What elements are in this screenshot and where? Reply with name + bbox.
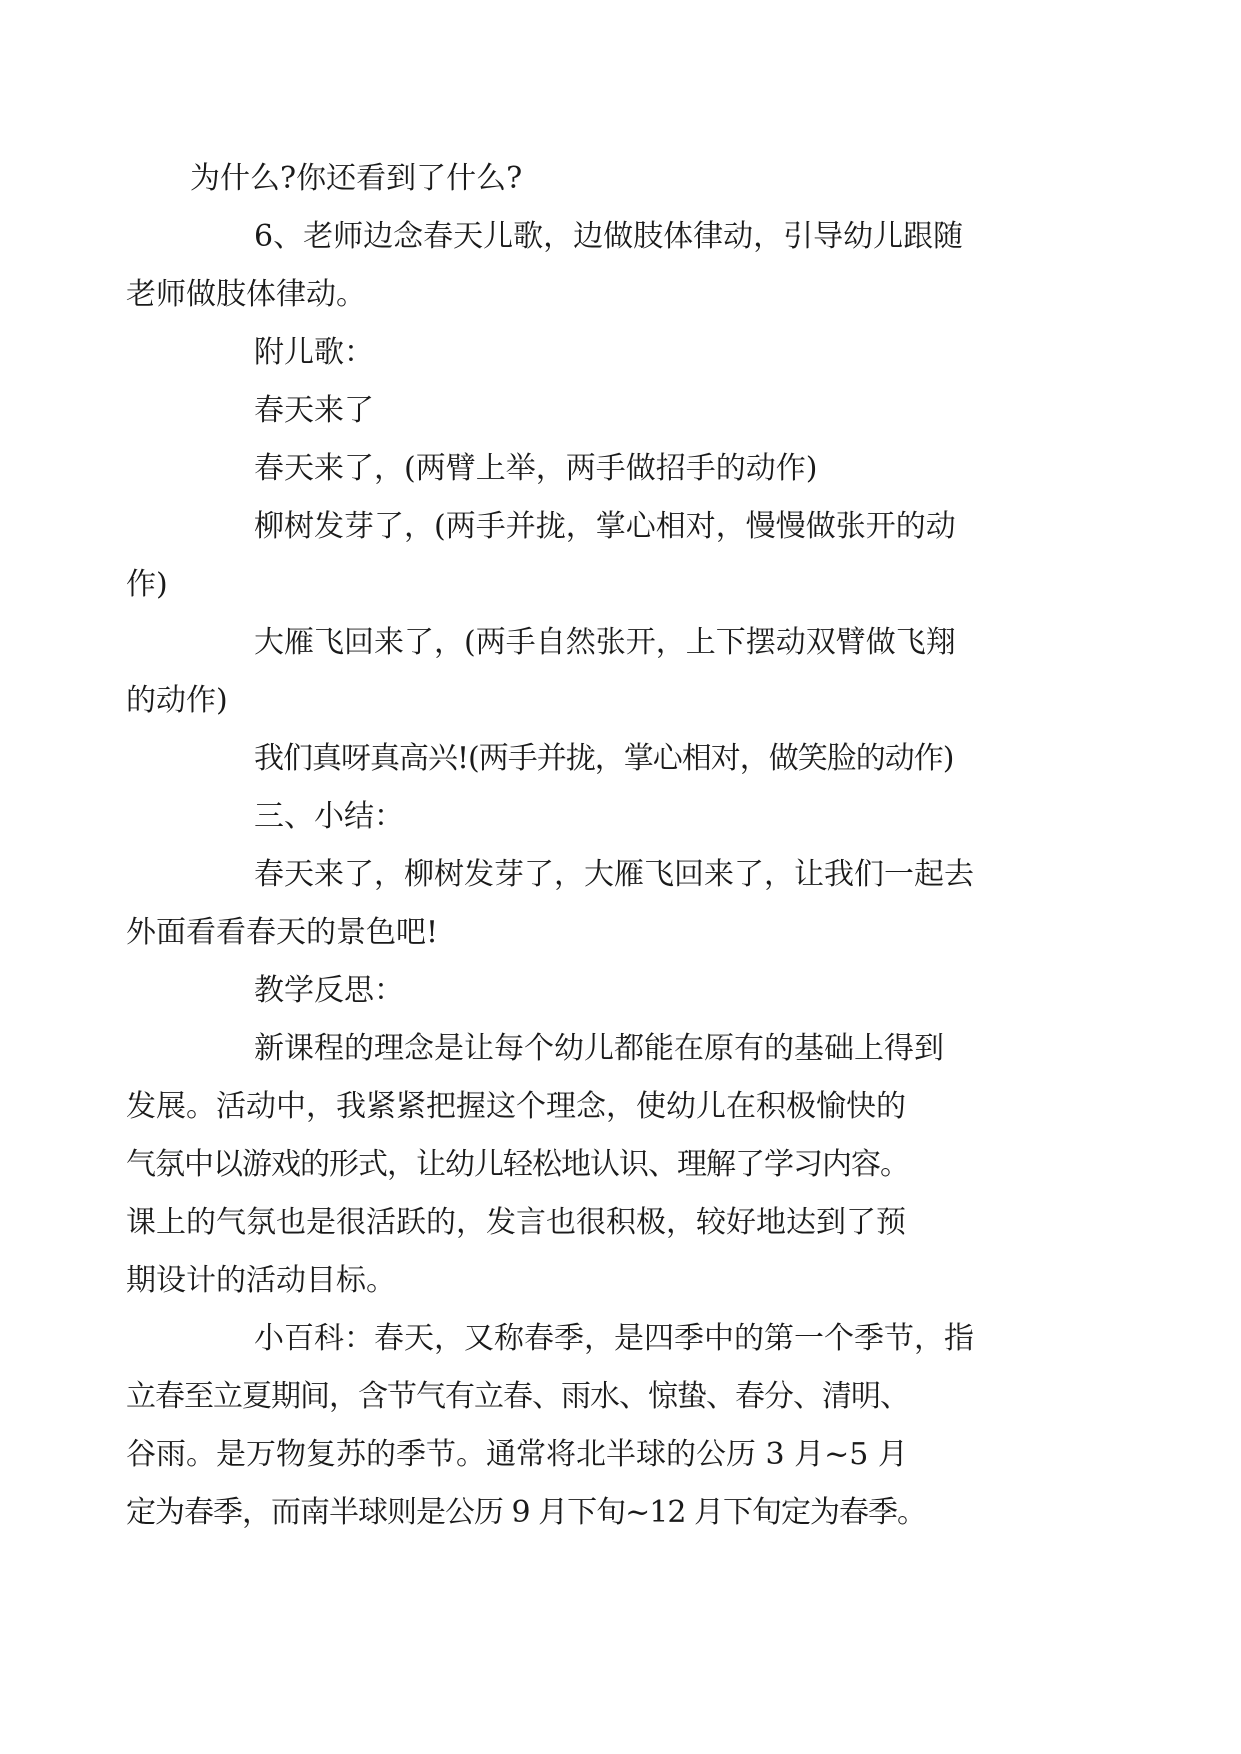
text-line: 附儿歌： bbox=[254, 335, 374, 370]
paragraph-summary bbox=[126, 846, 1056, 962]
paragraph-song-line-2 bbox=[126, 498, 1056, 614]
text-line: 作) bbox=[126, 567, 168, 602]
text-line: 三、小结： bbox=[254, 799, 404, 834]
text-line: 柳树发芽了，(两手并拢，掌心相对，慢慢做张开的动 bbox=[254, 509, 956, 544]
text-line: 外面看看春天的景色吧! bbox=[126, 915, 439, 950]
text-line: 春天来了 bbox=[254, 393, 374, 428]
text-line: 发展。活动中，我紧紧把握这个理念，使幼儿在积极愉快的 bbox=[126, 1089, 906, 1124]
paragraph-reflection-heading bbox=[190, 962, 1056, 1020]
paragraph-summary-heading bbox=[190, 788, 1056, 846]
text-line: 气氛中以游戏的形式，让幼儿轻松地认识、理解了学习内容。 bbox=[126, 1147, 909, 1182]
text-line: 6、老师边念春天儿歌，边做肢体律动，引导幼儿跟随 bbox=[254, 219, 964, 254]
paragraph-song-line-3 bbox=[126, 614, 1056, 730]
text-line: 春天来了，(两臂上举，两手做招手的动作) bbox=[254, 451, 818, 486]
text-line: 小百科：春天，又称春季，是四季中的第一个季节，指 bbox=[254, 1321, 974, 1356]
text-line: 教学反思： bbox=[254, 973, 404, 1008]
paragraph-encyclopedia bbox=[126, 1310, 1056, 1542]
text-line: 新课程的理念是让每个幼儿都能在原有的基础上得到 bbox=[254, 1031, 944, 1066]
text-line: 定为春季，而南半球则是公历 9 月下旬~12 月下旬定为春季。 bbox=[126, 1495, 927, 1530]
text-line: 为什么?你还看到了什么? bbox=[190, 161, 523, 196]
paragraph-question bbox=[190, 150, 1056, 208]
document-body bbox=[126, 150, 1056, 1542]
text-line: 老师做肢体律动。 bbox=[126, 277, 366, 312]
text-line: 谷雨。是万物复苏的季节。通常将北半球的公历 3 月~5 月 bbox=[126, 1437, 908, 1472]
paragraph-song-line-1 bbox=[190, 440, 1056, 498]
text-line: 春天来了，柳树发芽了，大雁飞回来了，让我们一起去 bbox=[254, 857, 974, 892]
paragraph-step-6 bbox=[126, 208, 1056, 324]
paragraph-song-line-4 bbox=[190, 730, 1056, 788]
paragraph-song-heading bbox=[190, 324, 1056, 382]
text-line: 我们真呀真高兴!(两手并拢，掌心相对，做笑脸的动作) bbox=[254, 741, 954, 776]
text-line: 立春至立夏期间，含节气有立春、雨水、惊蛰、春分、清明、 bbox=[126, 1379, 909, 1414]
paragraph-reflection bbox=[126, 1020, 1056, 1310]
text-line: 期设计的活动目标。 bbox=[126, 1263, 396, 1298]
text-line: 课上的气氛也是很活跃的，发言也很积极，较好地达到了预 bbox=[126, 1205, 906, 1240]
text-line: 大雁飞回来了，(两手自然张开，上下摆动双臂做飞翔 bbox=[254, 625, 956, 660]
text-line: 的动作) bbox=[126, 683, 228, 718]
paragraph-song-title bbox=[190, 382, 1056, 440]
